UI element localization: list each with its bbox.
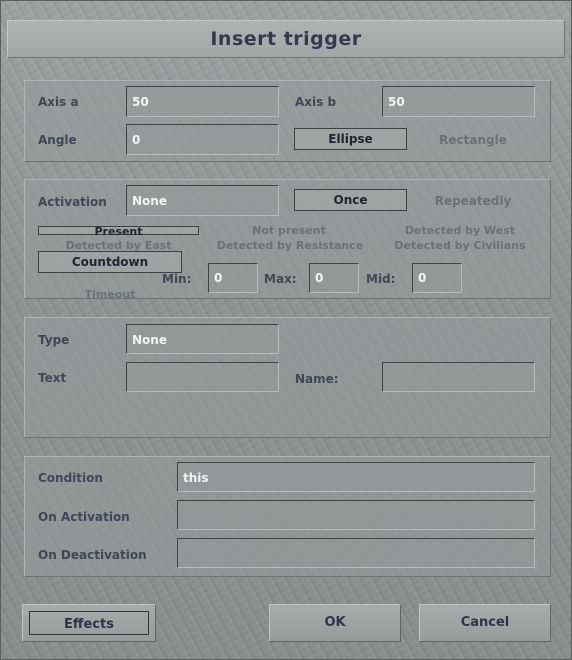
activation-option-not-present[interactable]: Not present — [252, 224, 326, 237]
name-field[interactable] — [382, 362, 535, 392]
axis-b-label: Axis b — [295, 95, 337, 109]
condition-field[interactable]: this — [177, 462, 535, 492]
text-label: Text — [38, 371, 67, 385]
activation-field[interactable]: None — [126, 185, 279, 216]
mid-field[interactable]: 0 — [412, 263, 462, 293]
shape-rectangle-option[interactable]: Rectangle — [439, 133, 507, 147]
condition-label: Condition — [38, 471, 103, 485]
min-label: Min: — [162, 272, 192, 286]
on-activation-field[interactable] — [177, 500, 535, 530]
on-deactivation-field[interactable] — [177, 538, 535, 568]
max-field[interactable]: 0 — [309, 263, 359, 293]
activation-label: Activation — [38, 195, 107, 209]
max-label: Max: — [264, 272, 297, 286]
activation-option-detected-by-civilians[interactable]: Detected by Civilians — [394, 239, 526, 252]
ok-button[interactable]: OK — [269, 604, 401, 642]
timer-countdown-option[interactable]: Countdown — [38, 251, 182, 273]
shape-ellipse-option[interactable]: Ellipse — [294, 128, 407, 150]
angle-label: Angle — [38, 133, 77, 147]
activation-option-present[interactable]: Present — [38, 226, 199, 235]
on-activation-label: On Activation — [38, 510, 130, 524]
effects-button[interactable] — [22, 604, 156, 642]
on-deactivation-label: On Deactivation — [38, 548, 147, 562]
axis-a-field[interactable]: 50 — [126, 86, 279, 117]
text-field[interactable] — [126, 362, 279, 392]
repeat-repeatedly-option[interactable]: Repeatedly — [434, 194, 512, 208]
title-bar — [7, 20, 565, 58]
type-label: Type — [38, 333, 70, 347]
activation-option-detected-by-east[interactable]: Detected by East — [65, 239, 172, 252]
mid-label: Mid: — [366, 272, 396, 286]
name-label: Name: — [295, 372, 339, 386]
cancel-button[interactable]: Cancel — [419, 604, 551, 642]
dialog-title: Insert trigger — [210, 28, 362, 50]
angle-field[interactable]: 0 — [126, 124, 279, 155]
axis-a-label: Axis a — [38, 95, 79, 109]
min-field[interactable]: 0 — [208, 263, 258, 293]
effects-button-label: Effects — [29, 611, 149, 635]
repeat-once-option[interactable]: Once — [294, 189, 407, 211]
timer-timeout-option[interactable]: Timeout — [84, 288, 136, 301]
activation-option-detected-by-west[interactable]: Detected by West — [404, 224, 516, 237]
type-field[interactable]: None — [126, 324, 279, 354]
activation-option-detected-by-resistance[interactable]: Detected by Resistance — [216, 239, 364, 252]
axis-b-field[interactable]: 50 — [382, 86, 535, 117]
